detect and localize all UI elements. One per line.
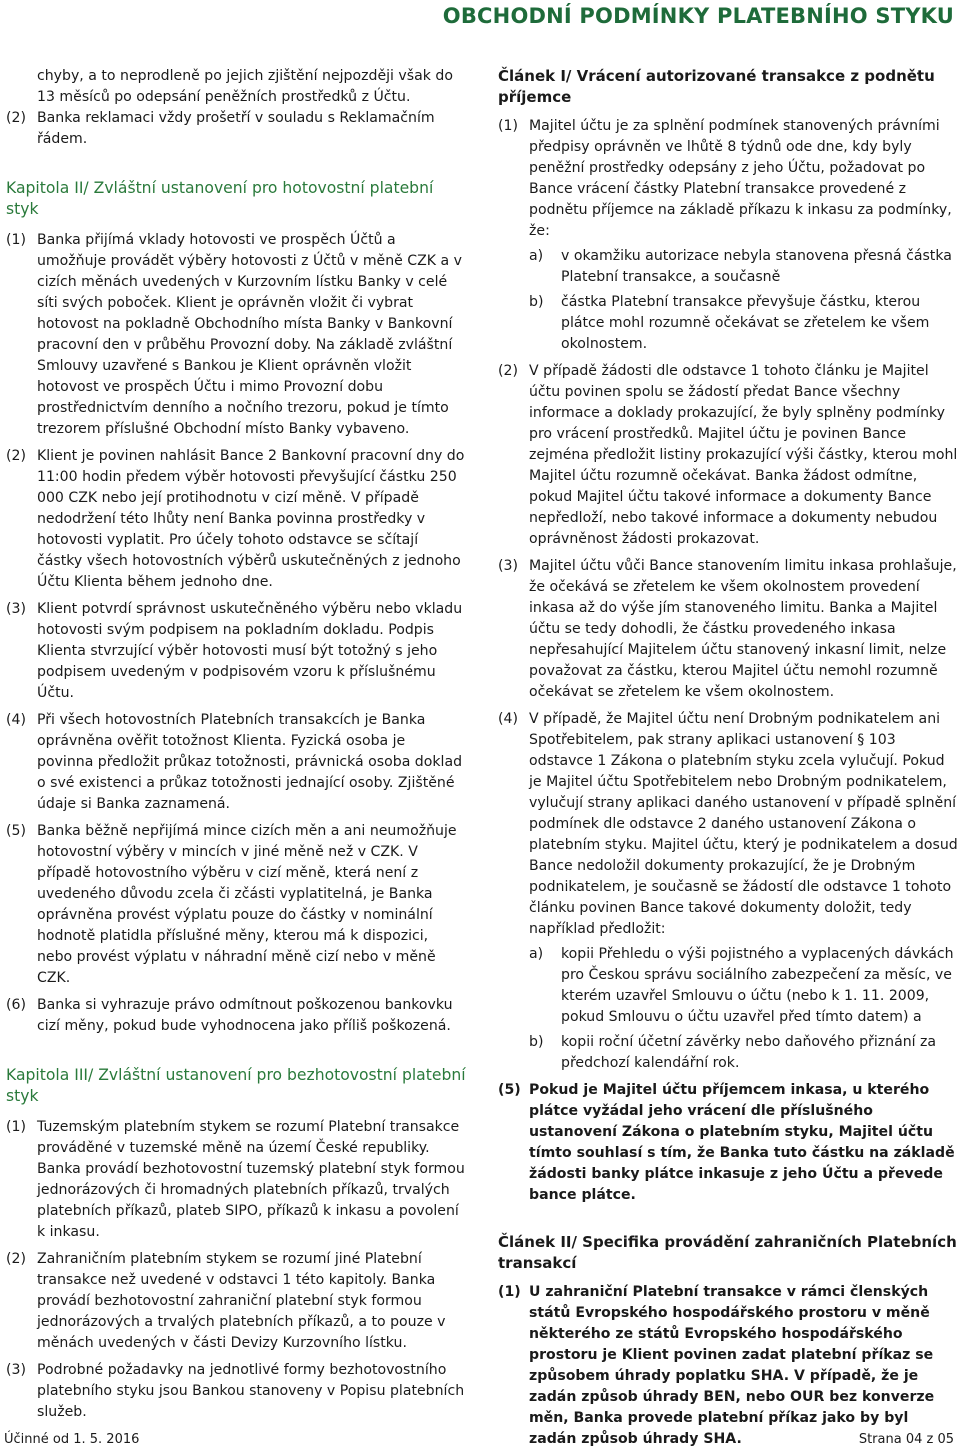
list-item: (3) Klient potvrdí správnost uskutečněného výběru nebo vkladu hotovosti svým podpisem na pokladním dokladu. Podpis Klienta stvrzující výběr hotovosti musí být totožný s jeho podpisem uvedeným v podpisovém vzoru k příslušnému Účtu. [6,601,463,701]
right-column [498,66,958,1456]
list-item: (6) Banka si vyhrazuje právo odmítnout poškozenou bankovku cizí měny, pokud bude vyhodnocena jako příliš poškozená. [6,997,453,1034]
sub-item: b) částka Platební transakce převyšuje částku, kterou plátce mohl rozumně očekávat se zřetelem ke všem okolnostem. [529,294,930,352]
list-item: (4) V případě, že Majitel účtu není Drobným podnikatelem ani Spotřebitelem, pak strany aplikaci ustanovení § 103 odstavce 1 Zákona o platebním styku zcela vylučují. Pokud je Majitel účtu Spotřebitelem nebo Drobným podnikatelem, vylučují strany aplikaci daného ustanovení v případě splnění podmínek dle odstavce 2 daného ustanovení Zákona o platebním styku. Majitel účtu, který je podnikatelem a dosud Bance nedoložil dokumenty prokazující, že je Drobným podnikatelem, je současně se žádostí dle odstavce 1 tohoto článku povinen Bance takové dokumenty doložit, tedy například předložit: a) kopii Přehledu o výši pojistného a vyplacených dávkách pro Českou správu sociálního zabezpečení za měsíc, ve kterém uzavřel Smlouvu o účtu (nebo k 1. 11. 2009, pokud Smlouvu o účtu uzavřel před tímto datem) a b) kopii roční účetní závěrky nebo daňového přiznání za předchozí kalendářní rok. [498,709,958,1074]
chapter-heading: Kapitola III/ Zvláštní ustanovení pro bezhotovostní platební styk [6,1066,466,1105]
list-item: (1) Banka přijímá vklady hotovosti ve prospěch Účtů a umožňuje provádět výběry hotovosti z Účtů v měně CZK a v cizích měnách uvedených v Kurzovním lístku Banky v celé síti svých poboček. Klient je oprávněn vložit či vybrat hotovost na pokladně Obchodního místa Banky v Bankovní pracovní den v průběhu Provozní doby. Na základě zvláštní Smlouvy uzavřené s Bankou je Klient oprávněn vložit hotovost ve prospěch Účtu i mimo Provozní dobu prostřednictvím denního a nočního trezoru, pokud je tímto trezorem příslušné Obchodní místo Banky vybaveno. [6,232,462,437]
list-item: (2) Zahraničním platebním stykem se rozumí jiné Platební transakce než uvedené v odstavci 1 této kapitoly. Banka provádí bezhotovostní zahraniční platební styk formou jednorázových a trvalých platebních příkazů, a to pouze v měnách uvedených v části Devizy Kurzovního lístku. [6,1251,446,1351]
list-item-bold: (5) Pokud je Majitel účtu příjemcem inkasa, u kterého plátce vyžádal jeho vrácení dle příslušného ustanovení Zákona o platebním styku, Majitel účtu tímto souhlasí s tím, že Banka tuto částku na základě žádosti banky plátce inkasuje z jeho Účtu a převede bance plátce. [498,1082,955,1203]
sub-item: b) kopii roční účetní závěrky nebo daňového přiznání za předchozí kalendářní rok. [529,1034,937,1071]
article-heading: Článek I/ Vrácení autorizované transakce z podnětu příjemce [498,67,935,106]
list-item: (1) Tuzemským platebním stykem se rozumí Platební transakce prováděné v tuzemské měně na území České republiky. Banka provádí bezhotovostní tuzemský platební styk formou jednorázových či hromadných platebních příkazů, trvalých platebních příkazů, plateb SIPO, příkazů k inkasu a povolení k inkasu. [6,1119,465,1240]
list-item: (4) Při všech hotovostních Platebních transakcích je Banka oprávněna ověřit totožnost Klienta. Fyzická osoba je povinna předložit průkaz totožnosti, právnická osoba doklad o své existenci a průkaz totožnosti jednající osoby. Zjištěné údaje si Banka zaznamená. [6,712,463,812]
list-item: (2) Banka reklamaci vždy prošetří v souladu s Reklamačním řádem. [6,110,435,147]
list-item-bold: (1) U zahraniční Platební transakce v rámci členských států Evropského hospodářského prostoru v měně některého ze států Evropského hospodářského prostoru je Klient povinen zadat platební příkaz se způsobem úhrady poplatku SHA. V případě, že je zadán způsob úhrady BEN, nebo OUR bez konverze měn, Banka provede platební příkaz jako by byl zadán způsob úhrady SHA. [498,1284,935,1447]
list-item: (5) Banka běžně nepřijímá mince cizích měn a ani neumožňuje hotovostní výběry v mincích v jiné měně než v CZK. V případě hotovostního výběru v cizí měně, která není z uvedeného důvodu zcela či zčásti vyplatitelná, je Banka oprávněna provést výplatu pouze do částky v nominální hodnotě platidla příslušné měny, kterou má k dispozici, nebo provést výplatu v náhradní měně cizí nebo v měně CZK. [6,823,457,986]
list-item: (2) Klient je povinen nahlásit Bance 2 Bankovní pracovní dny do 11:00 hodin předem výběr hotovosti převyšující částku 250 000 CZK nebo její protihodnotu v cizí měně. V případě nedodržení této lhůty není Banka povinna prostředky v hotovosti vyplatit. Pro účely tohoto odstavce se sčítají částky všech hotovostních výběrů uskutečněných z jednoho Účtu Klienta během jednoho dne. [6,448,465,590]
list-item: (2) V případě žádosti dle odstavce 1 tohoto článku je Majitel účtu povinen spolu se žádostí předat Bance všechny informace a doklady prokazující, že byly splněny podmínky pro vrácení prostředků. Majitel účtu je povinen Bance zejména předložit listiny prokazující výši částky, kterou mohl Majitel účtu rozumně očekávat. Banka žádost odmítne, pokud Majitel účtu takové informace a dokumenty Bance nepředloží, nebo takové informace a dokumenty nebudou oprávněnost žádosti prokazovat. [498,363,958,547]
continued-paragraph: chyby, a to neprodleně po jejich zjištění nejpozději však do 13 měsíců po odepsání peněžních prostředků z Účtu. [37,68,453,105]
list-item: (3) Majitel účtu vůči Bance stanovením limitu inkasa prohlašuje, že očekává se zřetelem ke všem okolnostem provedení inkasa až do výše jím stanoveného limitu. Banka a Majitel účtu se tedy dohodli, že částku provedeného inkasa nepřesahující Majitelem účtu stanovený inkasní limit, nelze považovat za částku, kterou Majitel účtu nemohl rozumně očekávat se zřetelem ke všem okolnostem. [498,558,957,700]
list-item: (1) Majitel účtu je za splnění podmínek stanovených právními předpisy oprávněn ve lhůtě 8 týdnů ode dne, kdy byly peněžní prostředky odepsány z jeho Účtu, požadovat po Bance vrácení částky Platební transakce provedené z podnětu příjemce na základě příkazu k inkasu za podmínky, že: a) v okamžiku autorizace nebyla stanovena přesná částka Platební transakce, a současně b) částka Platební transakce převyšuje částku, kterou plátce mohl rozumně očekávat se zřetelem ke všem okolnostem. [498,116,958,355]
list-item: (3) Podrobné požadavky na jednotlivé formy bezhotovostního platebního styku jsou Bankou stanoveny v Popisu platebních služeb. [6,1362,465,1420]
document-title: OBCHODNÍ PODMÍNKY PLATEBNÍHO STYKU [442,4,954,28]
effective-date: Účinné od 1. 5. 2016 [4,1432,140,1447]
chapter-heading: Kapitola II/ Zvláštní ustanovení pro hotovostní platební styk [6,179,434,218]
page-number: Strana 04 z 05 [858,1432,954,1447]
sub-item: a) v okamžiku autorizace nebyla stanovena přesná částka Platební transakce, a současně [529,248,952,285]
left-column [6,66,466,1429]
article-heading: Článek II/ Specifika provádění zahraničních Platebních transakcí [498,1233,957,1272]
sub-item: a) kopii Přehledu o výši pojistného a vyplacených dávkách pro Českou správu sociálního zabezpečení za měsíc, ve kterém uzavřel Smlouvu o účtu (nebo k 1. 11. 2009, pokud Smlouvu o účtu uzavřel před tímto datem) a [529,946,954,1025]
page-header [0,0,960,38]
